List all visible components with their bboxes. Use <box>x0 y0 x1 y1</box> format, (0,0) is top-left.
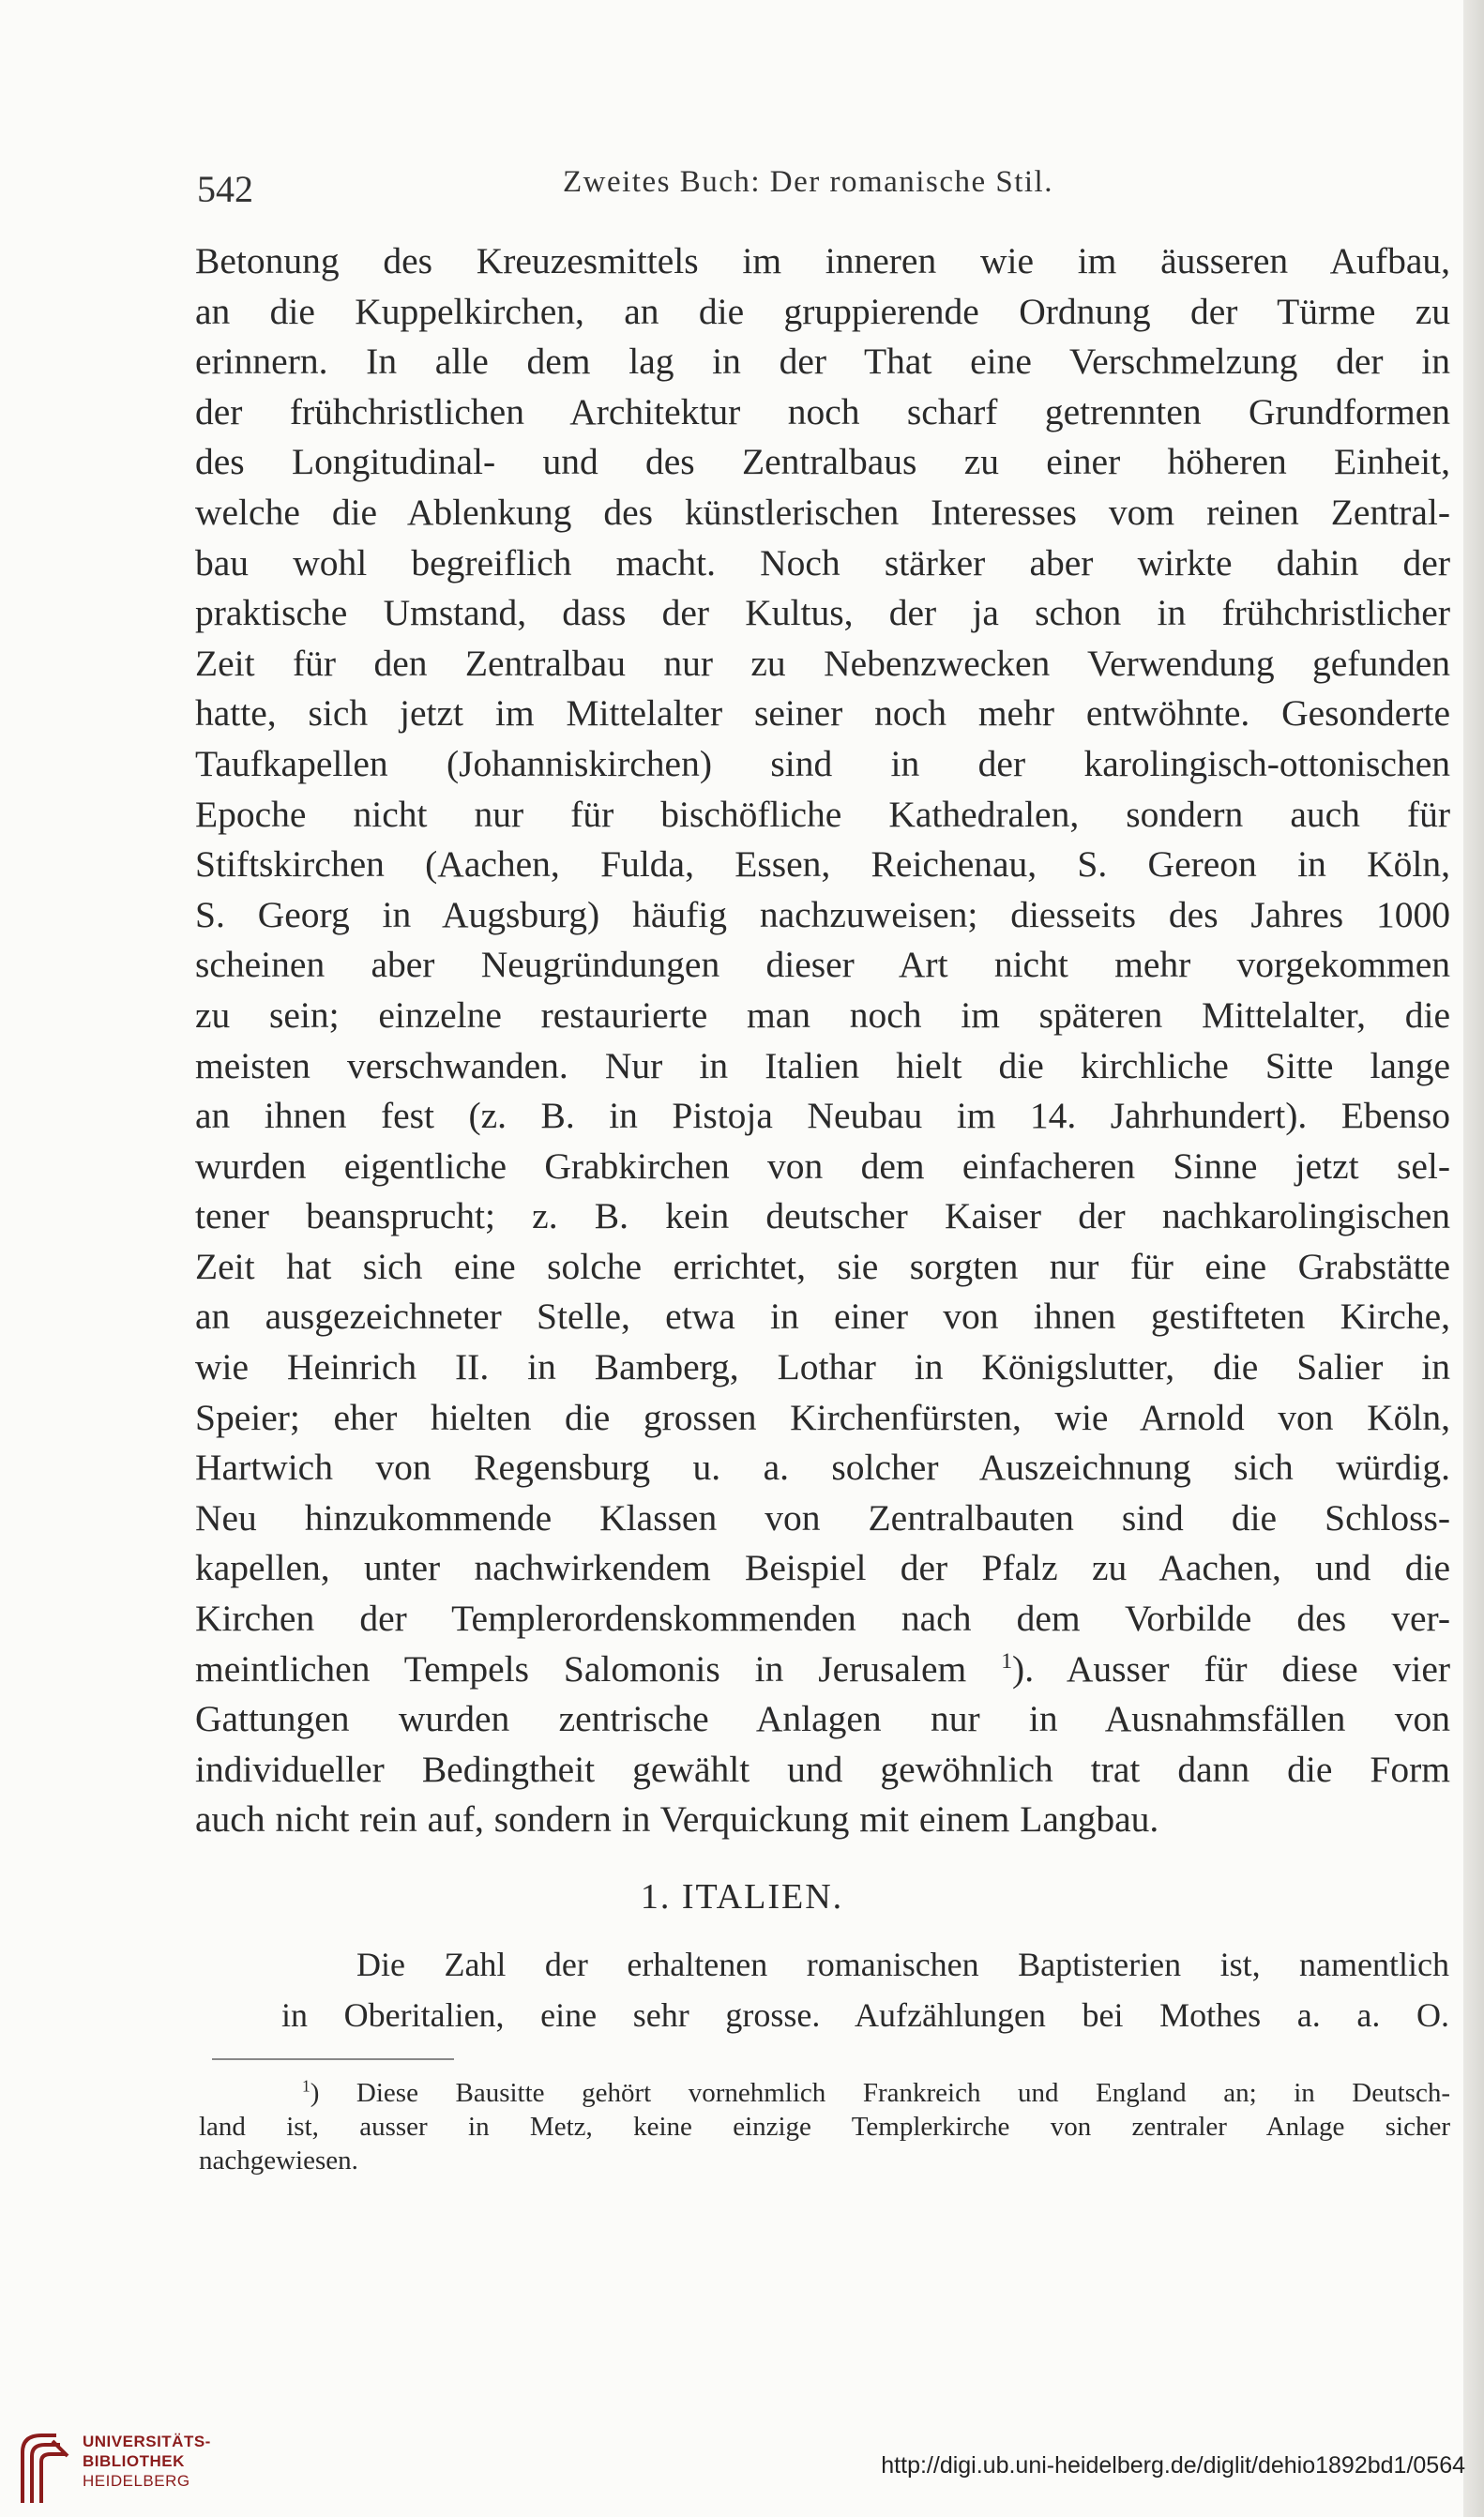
footnote-line: nachgewiesen. <box>199 2146 358 2176</box>
footnote-line <box>199 2076 1450 2110</box>
text-line: Gattungen wurden zentrische Anlagen nur in Ausnahmsfällen von <box>195 1698 1450 1740</box>
text-line: individueller Bedingtheit gewählt und gewöhnlich trat dann die Form <box>195 1748 1450 1790</box>
text-line: hatte, sich jetzt im Mittelalter seiner noch mehr entwöhnte. Gesonderte <box>195 692 1450 735</box>
text-line: des Longitudinal- und des Zentralbaus zu einer höheren Einheit, <box>195 441 1450 483</box>
text-fragment: ) Diese Bausitte gehört vornehmlich Frankreich und England an; in Deutsch- <box>310 2078 1450 2108</box>
text-line: wurden eigentliche Grabkirchen von dem einfacheren Sinne jetzt sel- <box>195 1145 1450 1187</box>
library-name <box>83 2432 211 2491</box>
text-line: zu sein; einzelne restaurierte man noch im späteren Mittelalter, die <box>195 993 1450 1036</box>
source-url-link[interactable]: http://digi.ub.uni-heidelberg.de/diglit/dehio1892bd1/0564 <box>881 2452 1465 2479</box>
text-line-with-footnote <box>195 1645 1450 1695</box>
text-line: bau wohl begreiflich macht. Noch stärker aber wirkte dahin der <box>195 541 1450 584</box>
text-line: Zeit hat sich eine solche errichtet, sie sorgten nur für eine Grabstätte <box>195 1245 1450 1287</box>
text-line: welche die Ablenkung des künstlerischen Interesses vom reinen Zentral- <box>195 491 1450 533</box>
text-line: tener beansprucht; z. B. kein deutscher Kaiser der nachkarolingischen <box>195 1195 1450 1237</box>
text-line: wie Heinrich II. in Bamberg, Lothar in Königslutter, die Salier in <box>195 1346 1450 1388</box>
text-line: Die Zahl der erhaltenen romanischen Baptisterien ist, namentlich <box>356 1946 1449 1983</box>
text-line: kapellen, unter nachwirkendem Beispiel der Pfalz zu Aachen, und die <box>195 1547 1450 1589</box>
library-logo[interactable] <box>15 2430 211 2505</box>
footnote-line: land ist, ausser in Metz, keine einzige Templerkirche von zentraler Anlage sicher <box>199 2112 1450 2142</box>
text-line: der frühchristlichen Architektur noch scharf getrennten Grundformen <box>195 390 1450 432</box>
page-number: 542 <box>197 168 253 210</box>
text-line: Taufkapellen (Johanniskirchen) sind in der karolingisch-ottonischen <box>195 742 1450 784</box>
library-name-line: HEIDELBERG <box>83 2472 190 2490</box>
footnote-divider <box>212 2058 454 2060</box>
running-title: Zweites Buch: Der romanische Stil. <box>563 165 1053 199</box>
section-heading: 1. ITALIEN. <box>640 1877 844 1917</box>
text-line: scheinen aber Neugründungen dieser Art nicht mehr vorgekommen <box>195 944 1450 986</box>
text-line: Kirchen der Templerordenskommenden nach dem Vorbilde des ver- <box>195 1598 1450 1640</box>
text-line: Zeit für den Zentralbau nur zu Nebenzwecken Verwendung gefunden <box>195 642 1450 684</box>
library-name-line: BIBLIOTHEK <box>83 2452 185 2470</box>
text-line: Epoche nicht nur für bischöfliche Kathedralen, sondern auch für <box>195 793 1450 835</box>
text-line: an die Kuppelkirchen, an die gruppierende Ordnung der Türme zu <box>195 290 1450 332</box>
text-line: erinnern. In alle dem lag in der That eine Verschmelzung der in <box>195 341 1450 383</box>
text-fragment: meintlichen Tempels Salomonis in Jerusalem <box>195 1647 967 1690</box>
text-line: an ausgezeichneter Stelle, etwa in einer von ihnen gestifteten Kirche, <box>195 1296 1450 1338</box>
library-emblem-icon <box>15 2430 75 2505</box>
text-line: meisten verschwanden. Nur in Italien hielt die kirchliche Sitte lange <box>195 1044 1450 1086</box>
text-line: Betonung des Kreuzesmittels im inneren wie im äusseren Aufbau, <box>195 240 1450 281</box>
page-header <box>197 159 1445 216</box>
text-line: praktische Umstand, dass der Kultus, der ja schon in frühchristlicher <box>195 592 1450 634</box>
library-name-line: UNIVERSITÄTS- <box>83 2433 211 2450</box>
main-text <box>195 236 1450 1845</box>
text-line: auch nicht rein auf, sondern in Verquickung mit einem Langbau. <box>195 1798 1159 1841</box>
footnote-marker: 1 <box>302 2076 310 2096</box>
text-line: S. Georg in Augsburg) häufig nachzuweisen; diesseits des Jahres 1000 <box>195 893 1450 935</box>
page-edge-shadow <box>1463 0 1484 2517</box>
text-fragment: ). Ausser für diese vier <box>1012 1647 1451 1690</box>
text-line: Neu hinzukommende Klassen von Zentralbauten sind die Schloss- <box>195 1496 1450 1539</box>
text-line: in Oberitalien, eine sehr grosse. Aufzählungen bei Mothes a. a. O. <box>281 1995 1449 2034</box>
text-line: Hartwich von Regensburg u. a. solcher Auszeichnung sich würdig. <box>195 1447 1450 1489</box>
text-line: an ihnen fest (z. B. in Pistoja Neubau im 14. Jahrhundert). Ebenso <box>195 1095 1450 1137</box>
section-text <box>281 1940 1449 2040</box>
footnote-reference[interactable]: 1 <box>1001 1648 1013 1674</box>
footnote <box>199 2076 1450 2177</box>
text-line: Speier; eher hielten die grossen Kirchenfürsten, wie Arnold von Köln, <box>195 1396 1450 1438</box>
text-line: Stiftskirchen (Aachen, Fulda, Essen, Reichenau, S. Gereon in Köln, <box>195 843 1450 886</box>
